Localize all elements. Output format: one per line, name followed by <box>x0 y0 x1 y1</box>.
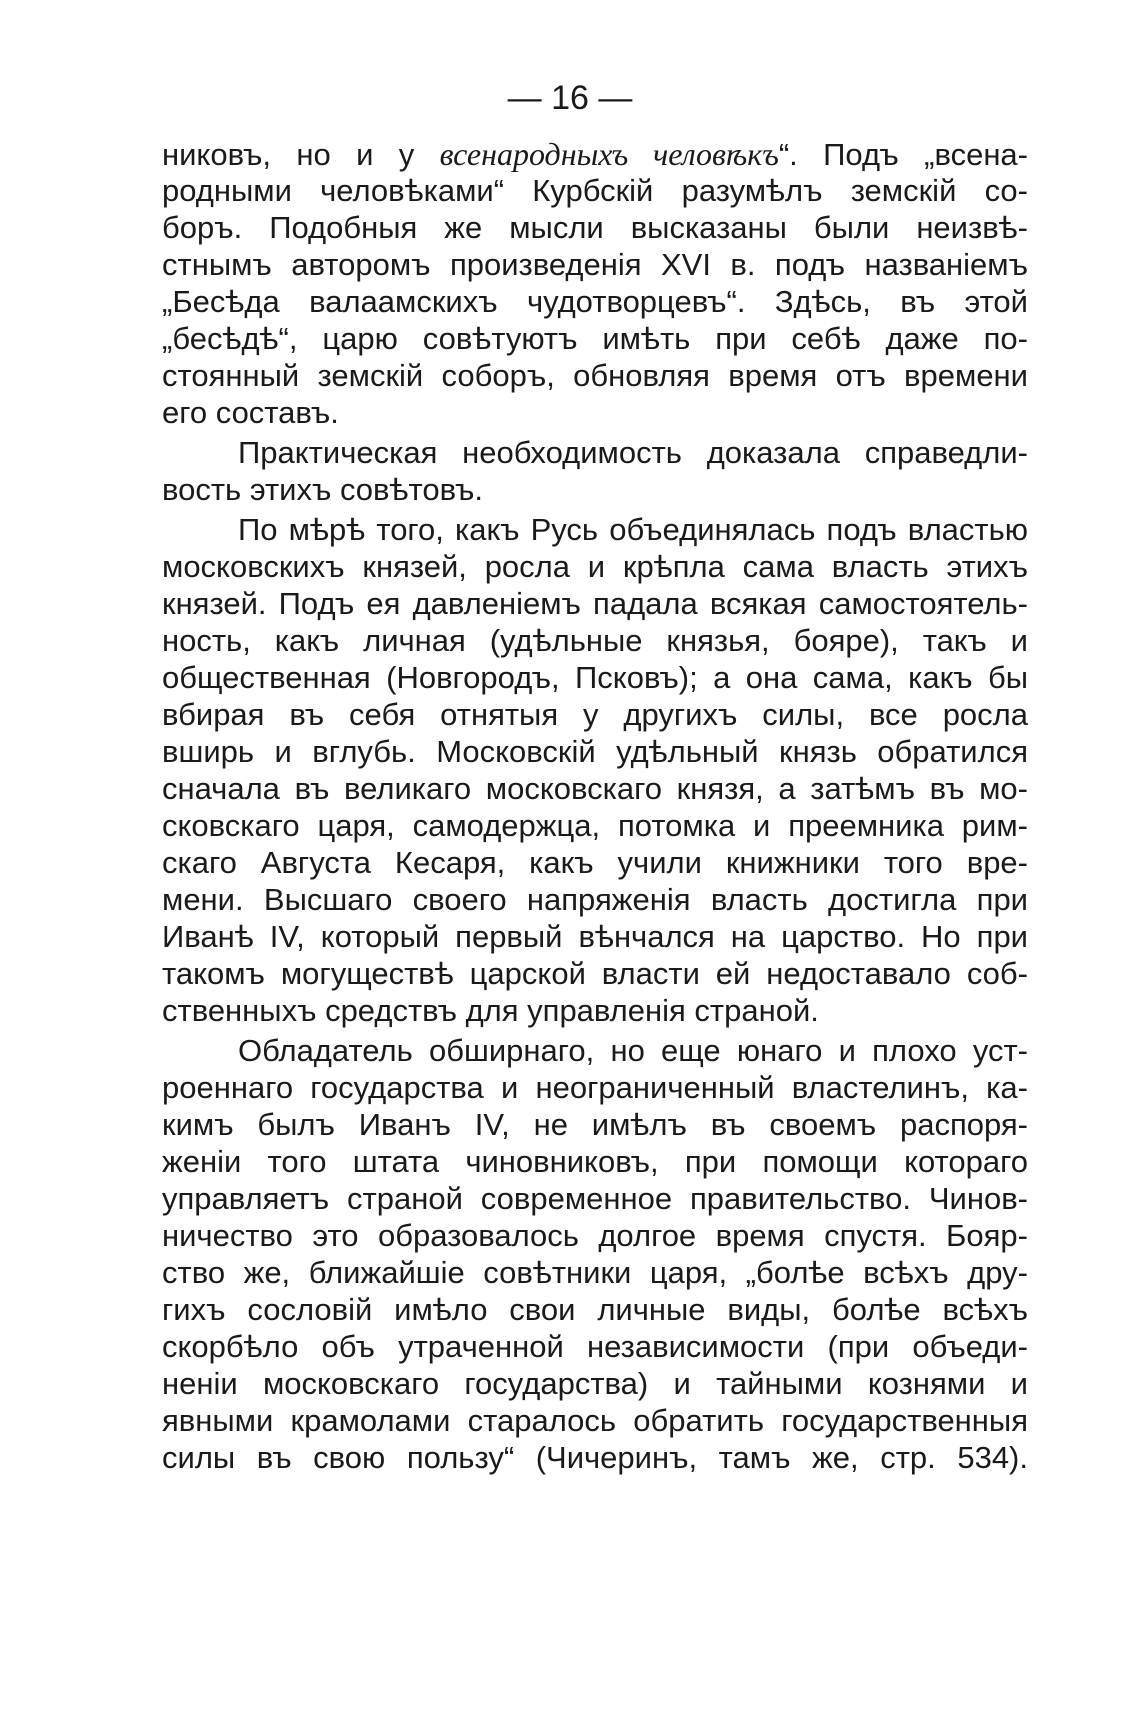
text-line: московскихъ князей, росла и крѣпла сама власть этихъ <box>162 549 1028 584</box>
text-line: женіи того штата чиновниковъ, при помощи котораго <box>162 1144 1028 1179</box>
italic-phrase: всенародныхъ человѣкъ <box>439 136 779 172</box>
text-segment: никовъ, но и у <box>162 137 440 172</box>
text-line: явными крамолами старалось обратить государственныя <box>162 1403 1028 1438</box>
text-line: боръ. Подобныя же мысли высказаны были неизвѣ- <box>162 210 1028 245</box>
text-line: Иванѣ IV, который первый вѣнчался на царство. Но при <box>162 919 1028 954</box>
text-line: его составъ. <box>162 395 339 430</box>
text-line: мени. Высшаго своего напряженія власть достигла при <box>162 882 1028 917</box>
text-line: неніи московскаго государства) и тайными кознями и <box>162 1366 1028 1401</box>
text-line <box>162 134 1028 174</box>
text-line: скорбѣло объ утраченной независимости (при объеди- <box>162 1329 1028 1364</box>
text-line: Практическая необходимость доказала справедли- <box>238 435 1028 470</box>
text-line: ство же, ближайшіе совѣтники царя, „болѣе всѣхъ дру- <box>162 1255 1028 1290</box>
text-line: родными человѣками“ Курбскій разумѣлъ земскій со- <box>162 173 1028 208</box>
text-line: стнымъ авторомъ произведенія XVI в. подъ названіемъ <box>162 247 1028 282</box>
text-line: такомъ могуществѣ царской власти ей недоставало соб- <box>162 956 1028 991</box>
text-line: Обладатель обширнаго, но еще юнаго и плохо уст- <box>238 1033 1028 1068</box>
text-line: сковскаго царя, самодержца, потомка и преемника рим- <box>162 808 1028 843</box>
text-line: ничество это образовалось долгое время спустя. Бояр- <box>162 1218 1028 1253</box>
text-segment: “. Подъ „всена- <box>778 137 1028 172</box>
text-line: силы въ свою пользу“ (Чичеринъ, тамъ же, стр. 534). <box>162 1440 1028 1475</box>
text-line: вость этихъ совѣтовъ. <box>162 472 484 507</box>
text-line: общественная (Новгородъ, Псковъ); а она сама, какъ бы <box>162 660 1028 695</box>
text-line: князей. Подъ ея давленіемъ падала всякая самостоятель- <box>162 586 1028 621</box>
text-line: роеннаго государства и неограниченный властелинъ, ка- <box>162 1070 1028 1105</box>
text-line: ность, какъ личная (удѣльные князья, бояре), такъ и <box>162 623 1028 658</box>
text-line: „бесѣдѣ“, царю совѣтуютъ имѣть при себѣ даже по- <box>162 321 1028 356</box>
text-line: управляетъ страной современное правительство. Чинов- <box>162 1181 1028 1216</box>
page-number: — 16 — <box>507 79 633 117</box>
text-line: стоянный земскій соборъ, обновляя время отъ времени <box>162 358 1028 393</box>
text-line: ственныхъ средствъ для управленія страной. <box>162 993 819 1028</box>
text-line: сначала въ великаго московскаго князя, а затѣмъ въ мо- <box>162 771 1028 806</box>
text-line: гихъ сословій имѣло свои личные виды, болѣе всѣхъ <box>162 1292 1028 1327</box>
text-line: кимъ былъ Иванъ IV, не имѣлъ въ своемъ распоря- <box>162 1107 1028 1142</box>
text-line: „Бесѣда валаамскихъ чудотворцевъ“. Здѣсь, въ этой <box>162 284 1028 319</box>
text-line: вширь и вглубь. Московскій удѣльный князь обратился <box>162 734 1028 769</box>
text-line: скаго Августа Кесаря, какъ учили книжники того вре- <box>162 845 1028 880</box>
text-line: вбирая въ себя отнятыя у другихъ силы, все росла <box>162 697 1028 732</box>
text-line: По мѣрѣ того, какъ Русь объединялась подъ властью <box>238 512 1028 547</box>
